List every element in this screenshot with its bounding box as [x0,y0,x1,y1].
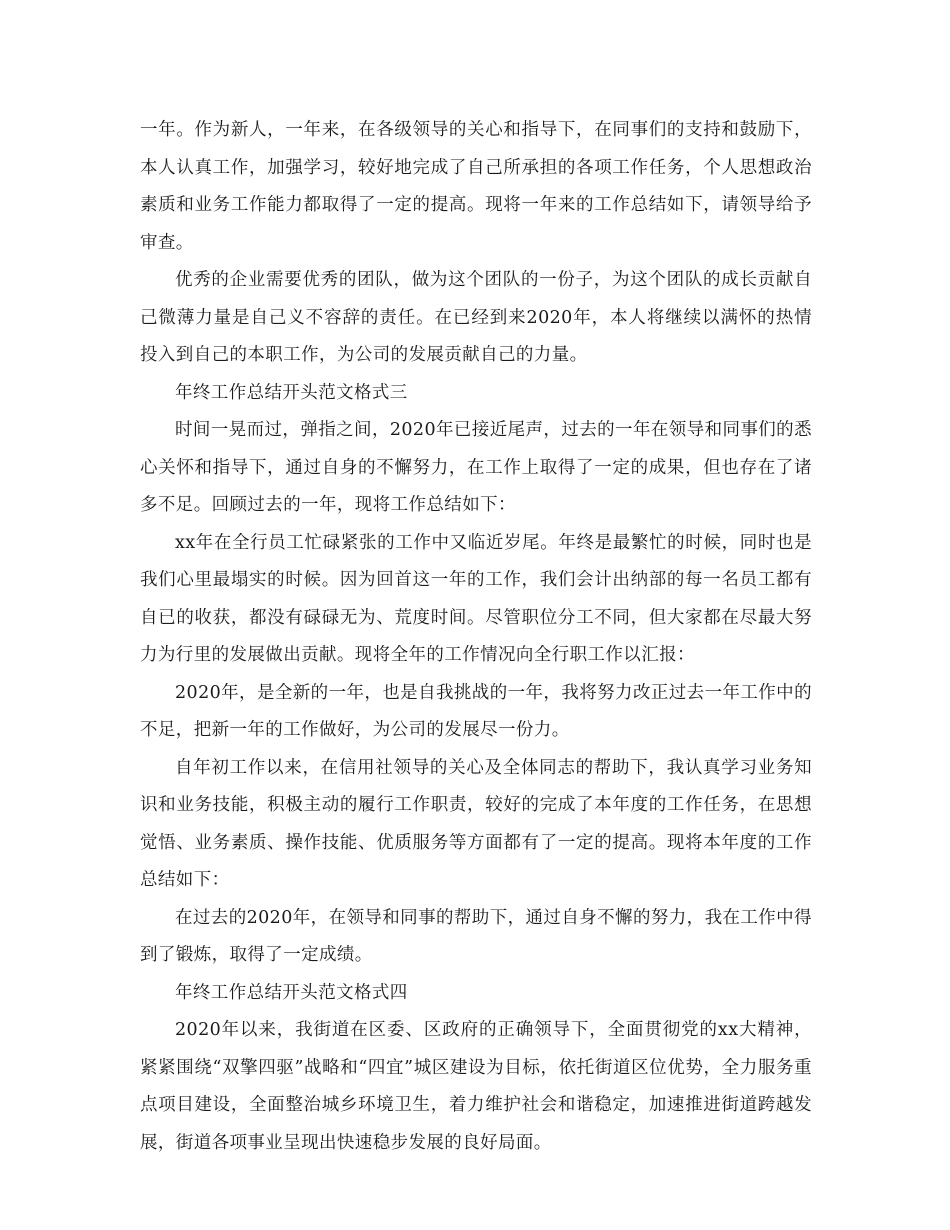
paragraph-2: 优秀的企业需要优秀的团队，做为这个团队的一份子，为这个团队的成长贡献自己微薄力量是自己义不容辞的责任。在已经到来2020年，本人将继续以满怀的热情投入到自己的本职工作，为公司的发展贡献自己的力量。 [140,270,812,365]
paragraph-4: xx年在全行员工忙碌紧张的工作中又临近岁尾。年终是最繁忙的时候，同时也是我们心里最塌实的时候。因为回首这一年的工作，我们会计出纳部的每一名员工都有自已的收获，都没有碌碌无为、荒度时间。尽管职位分工不同，但大家都在尽最大努力为行里的发展做出贡献。现将全年的工作情况向全行职工作以汇报： [140,532,812,665]
paragraph-7: 在过去的2020年，在领导和同事的帮助下，通过自身不懈的努力，我在工作中得到了锻炼，取得了一定成绩。 [140,907,812,965]
paragraph-6: 自年初工作以来，在信用社领导的关心及全体同志的帮助下，我认真学习业务知识和业务技能，积极主动的履行工作职责，较好的完成了本年度的工作任务，在思想觉悟、业务素质、操作技能、优质服务等方面都有了一定的提高。现将本年度的工作总结如下： [140,757,812,890]
paragraph-1: 一年。作为新人，一年来，在各级领导的关心和指导下，在同事们的支持和鼓励下，本人认真工作，加强学习，较好地完成了自己所承担的各项工作任务，个人思想政治素质和业务工作能力都取得了一定的提高。现将一年来的工作总结如下，请领导给予审查。 [140,120,812,253]
paragraph-3: 时间一晃而过，弹指之间，2020年已接近尾声，过去的一年在领导和同事们的悉心关怀和指导下，通过自身的不懈努力，在工作上取得了一定的成果，但也存在了诸多不足。回顾过去的一年，现将工作总结如下： [140,420,812,515]
paragraph-5: 2020年，是全新的一年，也是自我挑战的一年，我将努力改正过去一年工作中的不足，把新一年的工作做好，为公司的发展尽一份力。 [140,682,812,740]
section-heading-4: 年终工作总结开头范文格式四 [175,982,408,1003]
document-body [140,112,812,1162]
paragraph-8: 2020年以来，我街道在区委、区政府的正确领导下，全面贯彻党的xx大精神，紧紧围绕“双擎四驱”战略和“四宜”城区建设为目标，依托街道区位优势，全力服务重点项目建设，全面整治城乡环境卫生，着力维护社会和谐稳定，加速推进街道跨越发展，街道各项事业呈现出快速稳步发展的良好局面。 [140,1020,812,1153]
section-heading-3: 年终工作总结开头范文格式三 [175,382,408,403]
